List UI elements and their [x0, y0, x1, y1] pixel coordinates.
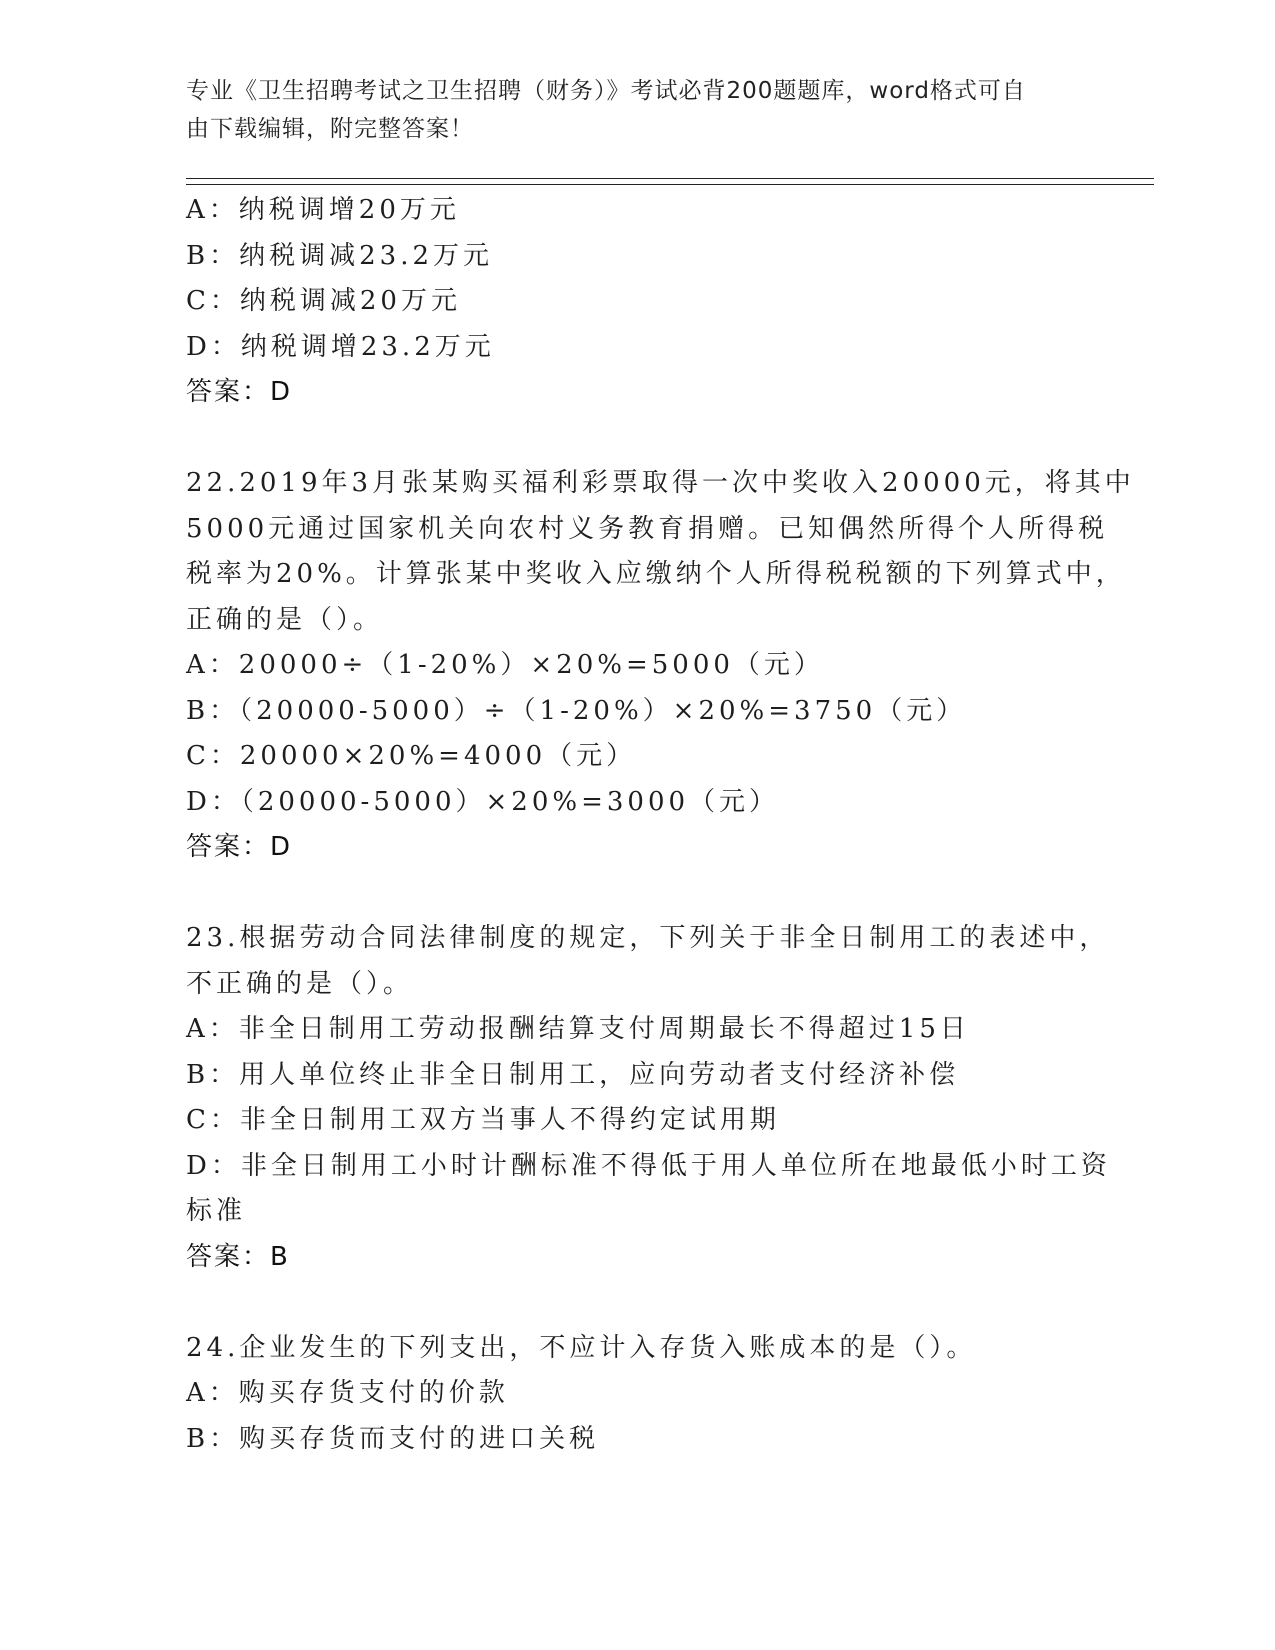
- stem-line: 23.根据劳动合同法律制度的规定，下列关于非全日制用工的表述中，: [186, 923, 1110, 953]
- stem-line: 22.2019年3月张某购买福利彩票取得一次中奖收入20000元，将其中: [186, 468, 1135, 498]
- option-b: B：用人单位终止非全日制用工，应向劳动者支付经济补偿: [186, 1059, 960, 1090]
- header-divider: [186, 178, 1154, 185]
- option-d-continued: 标准: [186, 1196, 247, 1226]
- option-a: A：纳税调增20万元: [186, 195, 460, 225]
- option-a: A：购买存货支付的价款: [186, 1378, 509, 1408]
- answer-label: 答案：B: [186, 1241, 290, 1272]
- header-line-2: 由下载编辑，附完整答案！: [186, 116, 474, 142]
- question-stem: [186, 1326, 1066, 1372]
- option-c: C：纳税调减20万元: [186, 286, 461, 316]
- document-body: [186, 188, 1135, 1462]
- option-d: D：（20000-5000）×20%=3000（元）: [186, 786, 780, 817]
- option-d: D：非全日制用工小时计酬标准不得低于用人单位所在地最低小时工资: [186, 1150, 1111, 1181]
- stem-line: 24.企业发生的下列支出，不应计入存货入账成本的是（）。: [186, 1332, 977, 1363]
- document-header: [186, 72, 1086, 148]
- answer-label: 答案：D: [186, 377, 293, 407]
- option-b: B：（20000-5000）÷（1-20%）×20%=3750（元）: [186, 695, 967, 726]
- question-stem: [186, 461, 1135, 643]
- header-line-1: 专业《卫生招聘考试之卫生招聘（财务）》考试必背200题题库，word格式可自: [186, 78, 1026, 104]
- question-23: [186, 916, 1111, 1280]
- option-a: A：非全日制用工劳动报酬结算支付周期最长不得超过15日: [186, 1014, 970, 1044]
- option-b: B：纳税调减23.2万元: [186, 240, 493, 271]
- question-21-tail: [186, 188, 1086, 416]
- option-a: A：20000÷（1-20%）×20%=5000（元）: [186, 650, 824, 680]
- stem-line: 不正确的是（）。: [186, 968, 414, 999]
- question-24: [186, 1326, 1086, 1463]
- answer-label: 答案：D: [186, 832, 293, 862]
- option-b: B：购买存货而支付的进口关税: [186, 1423, 600, 1454]
- option-d: D：纳税调增23.2万元: [186, 331, 495, 362]
- question-22: [186, 461, 1135, 871]
- stem-line: 税率为20%。计算张某中奖收入应缴纳个人所得税税额的下列算式中，: [186, 559, 1126, 589]
- stem-line: 正确的是（）。: [186, 604, 384, 635]
- stem-line: 5000元通过国家机关向农村义务教育捐赠。已知偶然所得个人所得税: [186, 513, 1109, 544]
- option-c: C：非全日制用工双方当事人不得约定试用期: [186, 1105, 780, 1135]
- question-stem: [186, 916, 1110, 1007]
- option-c: C：20000×20%=4000（元）: [186, 741, 637, 771]
